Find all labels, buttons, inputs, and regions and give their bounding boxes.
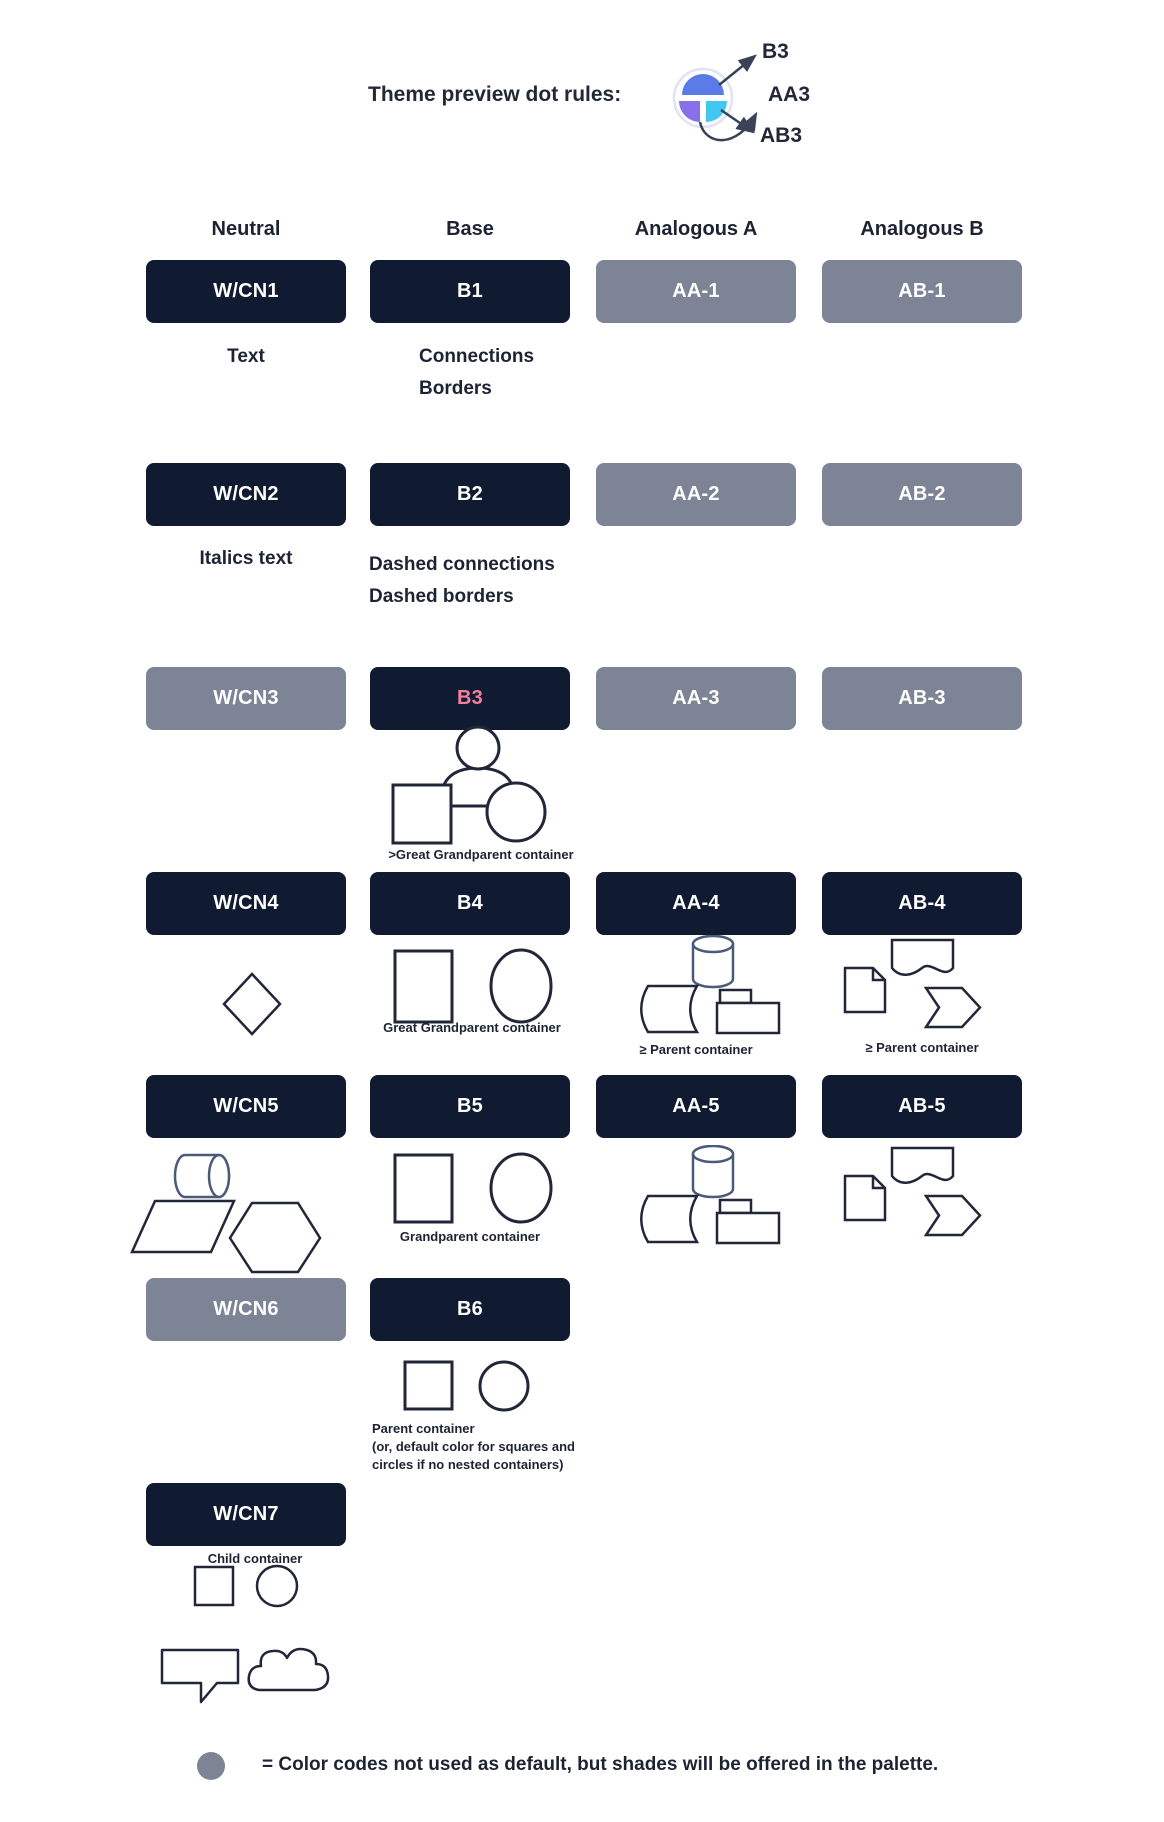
note-base-row5: Grandparent container <box>399 1229 541 1244</box>
theme-preview-dot-icon <box>655 25 770 150</box>
note-base-dashed-borders: Dashed borders <box>369 586 514 607</box>
note-base-dashed-connections: Dashed connections <box>369 554 555 575</box>
swatch-wcn4-label: W/CN4 <box>213 892 279 914</box>
note-base-row4: Great Grandparent container <box>383 1020 561 1035</box>
documents-chevron-shapes-icon <box>840 1146 990 1241</box>
swatch-b4-label: B4 <box>457 892 483 914</box>
note-base-row6-line2: (or, default color for squares and <box>372 1439 575 1454</box>
swatch-b6-label: B6 <box>457 1298 483 1320</box>
swatch-wcn2-label: W/CN2 <box>213 483 279 505</box>
swatch-ab4 <box>822 872 1022 935</box>
column-header-analogous-b: Analogous B <box>860 218 984 240</box>
legend-gray-dot-icon <box>197 1752 225 1780</box>
swatch-aa5-label: AA-5 <box>672 1095 720 1117</box>
swatch-ab1-label: AB-1 <box>898 280 946 302</box>
cylinder-parallelogram-hexagon-shapes-icon <box>128 1148 328 1278</box>
swatch-wcn6 <box>146 1278 346 1341</box>
speech-bubble-cloud-shapes-icon <box>155 1638 340 1710</box>
page-title: Theme preview dot rules: <box>368 83 622 106</box>
swatch-aa5 <box>596 1075 796 1138</box>
documents-chevron-shapes-icon <box>840 938 990 1033</box>
swatch-aa4-label: AA-4 <box>672 892 720 914</box>
dot-target-analogous-b: AB3 <box>760 124 803 147</box>
swatch-wcn1 <box>146 260 346 323</box>
great-grandparent-gt-shapes-icon <box>385 724 555 849</box>
swatch-aa1 <box>596 260 796 323</box>
swatch-wcn7 <box>146 1483 346 1546</box>
swatch-wcn2 <box>146 463 346 526</box>
swatch-wcn4 <box>146 872 346 935</box>
swatch-b5-label: B5 <box>457 1095 483 1117</box>
swatch-ab5-label: AB-5 <box>898 1095 946 1117</box>
column-header-base: Base <box>446 218 494 240</box>
note-neutral-row7: Child container <box>207 1551 303 1566</box>
square-circle-shapes-icon <box>393 948 558 1028</box>
swatch-ab1 <box>822 260 1022 323</box>
cylinder-flex-card-shapes-icon <box>640 1145 790 1245</box>
swatch-ab2 <box>822 463 1022 526</box>
swatch-aa2-label: AA-2 <box>672 483 720 505</box>
note-base-connections: Connections <box>419 346 535 367</box>
note-analogous-b-row4: ≥ Parent container <box>865 1040 979 1055</box>
note-analogous-a-row4: ≥ Parent container <box>639 1042 753 1057</box>
dot-target-base: B3 <box>762 40 789 63</box>
column-header-analogous-a: Analogous A <box>634 218 758 240</box>
swatch-wcn3-label: W/CN3 <box>213 687 279 709</box>
cylinder-flex-card-shapes-icon <box>640 935 790 1035</box>
swatch-aa4 <box>596 872 796 935</box>
diamond-icon <box>222 972 282 1036</box>
swatch-ab5 <box>822 1075 1022 1138</box>
swatch-wcn7-label: W/CN7 <box>213 1503 279 1525</box>
column-header-neutral: Neutral <box>211 218 281 240</box>
note-neutral-italics: Italics text <box>199 548 293 569</box>
swatch-ab3-label: AB-3 <box>898 687 946 709</box>
dot-target-analogous-a: AA3 <box>768 83 811 106</box>
legend-text: = Color codes not used as default, but shades will be offered in the palette. <box>262 1754 939 1775</box>
swatch-b4 <box>370 872 570 935</box>
note-base-row6-line3: circles if no nested containers) <box>372 1457 564 1472</box>
swatch-b1 <box>370 260 570 323</box>
square-circle-shapes-icon <box>400 1357 535 1415</box>
swatch-b1-label: B1 <box>457 280 483 302</box>
swatch-b2 <box>370 463 570 526</box>
swatch-wcn6-label: W/CN6 <box>213 1298 279 1320</box>
swatch-wcn1-label: W/CN1 <box>213 280 279 302</box>
square-circle-shapes-icon <box>190 1562 305 1612</box>
swatch-aa3 <box>596 667 796 730</box>
note-base-row3: >Great Grandparent container <box>388 847 574 862</box>
swatch-aa1-label: AA-1 <box>672 280 720 302</box>
note-base-row6-line1: Parent container <box>372 1421 475 1436</box>
swatch-b5 <box>370 1075 570 1138</box>
swatch-ab4-label: AB-4 <box>898 892 946 914</box>
square-circle-shapes-icon <box>393 1150 558 1228</box>
swatch-ab3 <box>822 667 1022 730</box>
swatch-b6 <box>370 1278 570 1341</box>
swatch-wcn3 <box>146 667 346 730</box>
note-base-borders: Borders <box>419 378 492 399</box>
swatch-wcn5 <box>146 1075 346 1138</box>
swatch-b3-label: B3 <box>457 687 483 709</box>
swatch-wcn5-label: W/CN5 <box>213 1095 279 1117</box>
note-neutral-text: Text <box>227 346 265 367</box>
swatch-aa2 <box>596 463 796 526</box>
swatch-b2-label: B2 <box>457 483 483 505</box>
swatch-ab2-label: AB-2 <box>898 483 946 505</box>
swatch-aa3-label: AA-3 <box>672 687 720 709</box>
swatch-b3 <box>370 667 570 730</box>
